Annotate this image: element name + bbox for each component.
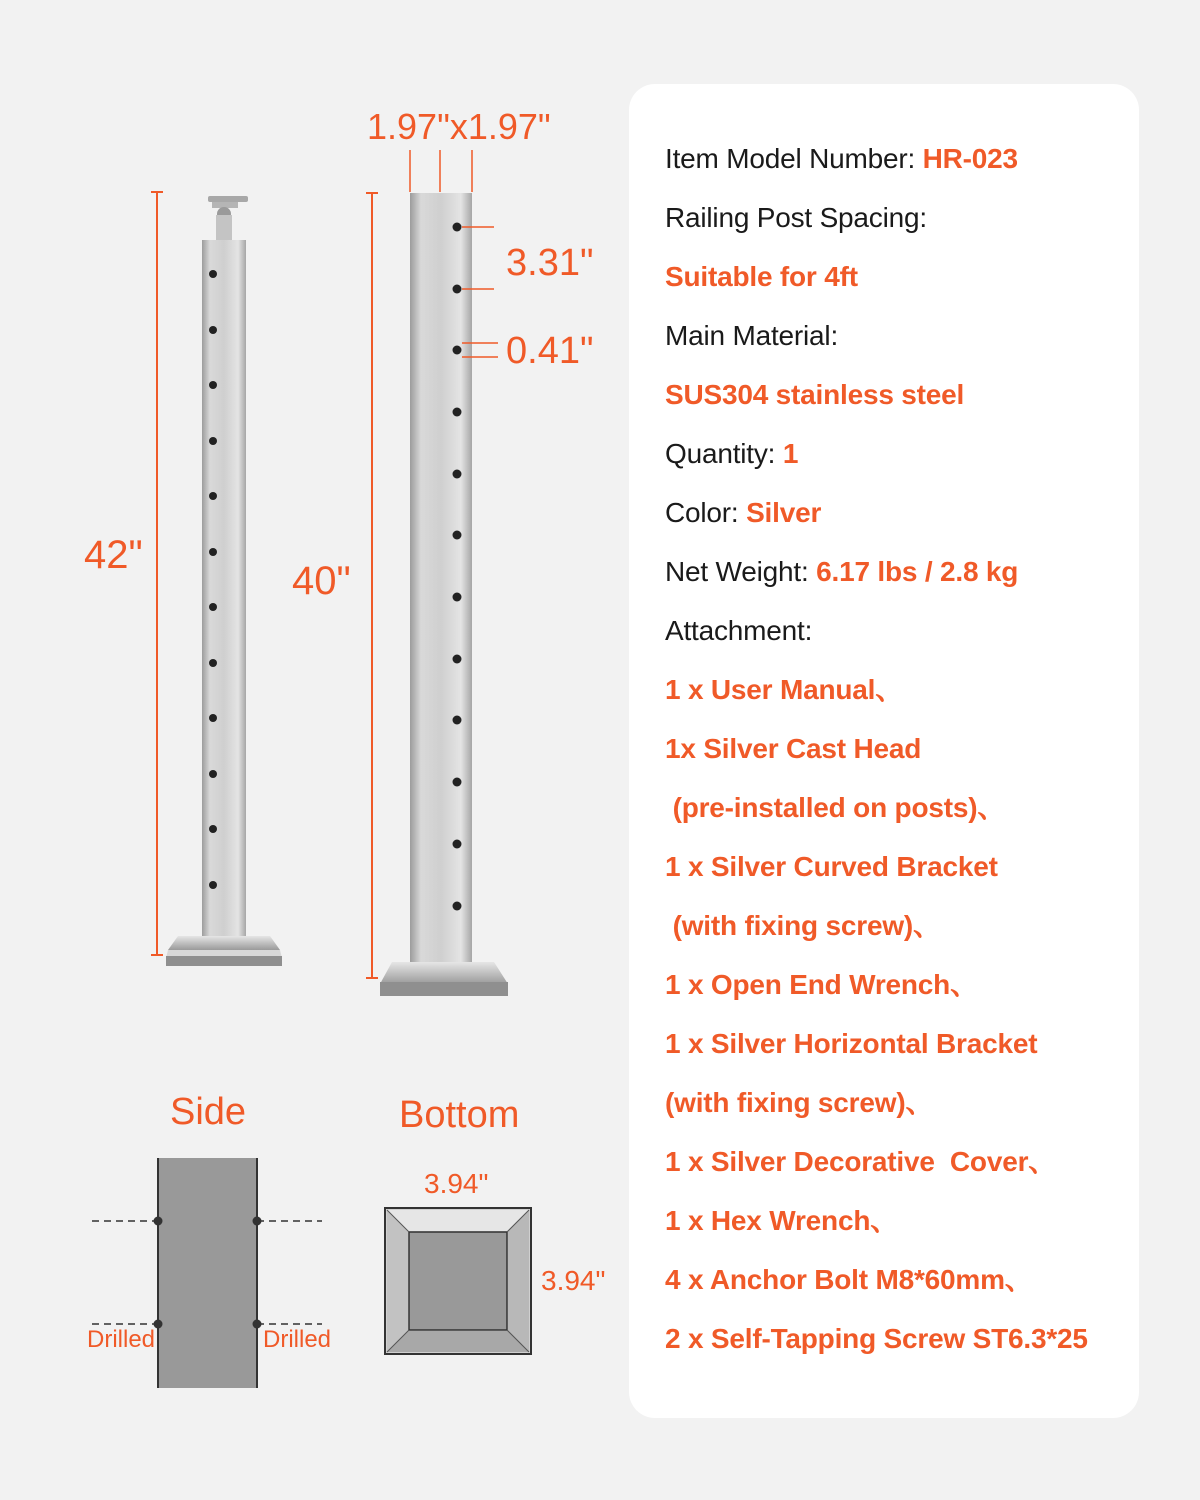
- drilled-label-right: Drilled: [263, 1326, 332, 1353]
- attachment-item: (with fixing screw)、: [665, 910, 941, 941]
- attachment-item: 1 x Silver Decorative Cover、: [665, 1146, 1057, 1177]
- attachment-item: (with fixing screw)、: [665, 1087, 934, 1118]
- model-number-value: HR-023: [922, 143, 1018, 174]
- hole-diameter-label: 0.41": [506, 330, 594, 372]
- height-40-dimension-line: [366, 193, 378, 978]
- attachment-item: 1 x Silver Horizontal Bracket: [665, 1028, 1038, 1059]
- material-label: Main Material:: [665, 320, 839, 351]
- drilled-label-left: Drilled: [87, 1326, 156, 1353]
- attachment-label: Attachment:: [665, 615, 813, 646]
- bottom-view-drawing: [385, 1208, 531, 1354]
- attachment-item: 1 x User Manual、: [665, 674, 903, 705]
- post-with-cast-head: [166, 196, 282, 966]
- model-number-row: [665, 138, 1135, 197]
- height-42-dimension-line: [151, 192, 163, 955]
- height-42-label: 42": [84, 533, 143, 577]
- model-number-label: Item Model Number:: [665, 143, 923, 174]
- post-spacing-label: Railing Post Spacing:: [665, 202, 927, 233]
- attachment-item: 1x Silver Cast Head: [665, 733, 922, 764]
- side-view-title: Side: [170, 1091, 247, 1133]
- base-width-label: 3.94": [424, 1168, 489, 1199]
- weight-value: 6.17 lbs / 2.8 kg: [816, 556, 1019, 587]
- attachment-item: 1 x Open End Wrench、: [665, 969, 978, 1000]
- attachment-item: 1 x Silver Curved Bracket: [665, 851, 998, 882]
- attachment-item: (pre-installed on posts)、: [665, 792, 1006, 823]
- quantity-label: Quantity:: [665, 438, 783, 469]
- material-value: SUS304 stainless steel: [665, 379, 965, 410]
- base-depth-label: 3.94": [541, 1265, 606, 1296]
- color-label: Color:: [665, 497, 747, 528]
- attachment-item: 4 x Anchor Bolt M8*60mm、: [665, 1264, 1033, 1295]
- attachment-item: 1 x Hex Wrench、: [665, 1205, 899, 1236]
- quantity-value: 1: [782, 438, 799, 469]
- width-dimension-lines: [410, 150, 472, 192]
- bottom-view-title: Bottom: [399, 1094, 520, 1136]
- spec-list: [665, 138, 1135, 1377]
- height-40-label: 40": [292, 559, 351, 603]
- weight-row: [665, 551, 1135, 610]
- attachment-item: 2 x Self-Tapping Screw ST6.3*25: [665, 1323, 1088, 1354]
- post-size-label: 1.97"x1.97": [367, 106, 551, 147]
- hole-spacing-label: 3.31": [506, 242, 594, 284]
- weight-label: Net Weight:: [665, 556, 817, 587]
- quantity-row: [665, 433, 1135, 492]
- color-row: [665, 492, 1135, 551]
- post-spacing-value: Suitable for 4ft: [665, 261, 858, 292]
- post-plain: [380, 193, 508, 996]
- color-value: Silver: [746, 497, 822, 528]
